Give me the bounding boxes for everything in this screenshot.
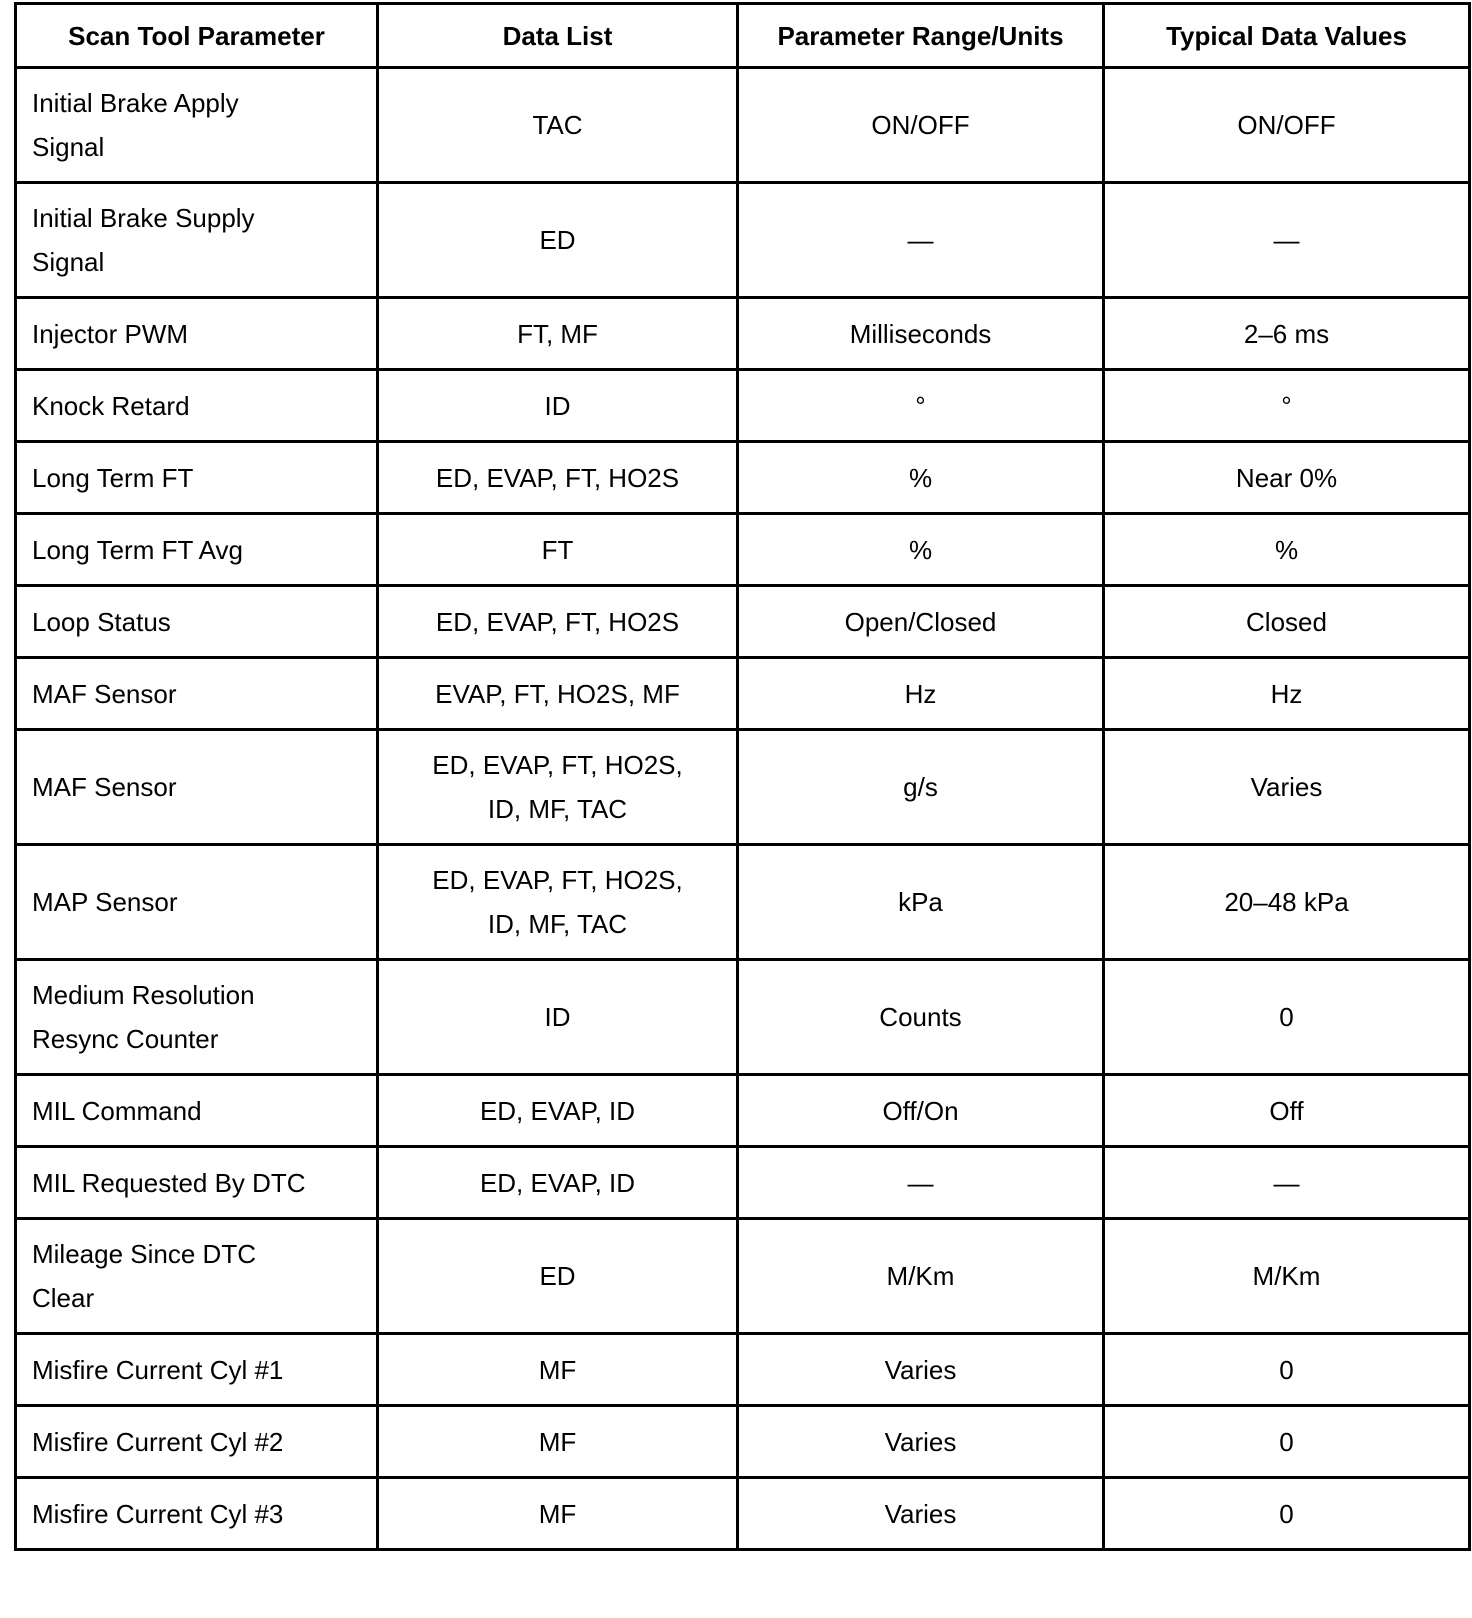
cell-parameter: Initial Brake Apply Signal — [16, 68, 378, 183]
cell-typical: 20–48 kPa — [1104, 845, 1470, 960]
cell-parameter: Medium Resolution Resync Counter — [16, 960, 378, 1075]
cell-typical: 0 — [1104, 1334, 1470, 1406]
cell-range: M/Km — [738, 1219, 1104, 1334]
cell-data-list: EVAP, FT, HO2S, MF — [378, 658, 738, 730]
table-row — [16, 514, 1470, 586]
cell-parameter: Misfire Current Cyl #3 — [16, 1478, 378, 1550]
cell-range: Hz — [738, 658, 1104, 730]
table-row — [16, 442, 1470, 514]
cell-data-list: ED, EVAP, FT, HO2S — [378, 442, 738, 514]
cell-range: Varies — [738, 1478, 1104, 1550]
cell-parameter: Knock Retard — [16, 370, 378, 442]
cell-parameter: Mileage Since DTC Clear — [16, 1219, 378, 1334]
cell-range: Open/Closed — [738, 586, 1104, 658]
cell-data-list: ED, EVAP, FT, HO2S, ID, MF, TAC — [378, 730, 738, 845]
table-row — [16, 1406, 1470, 1478]
cell-range: kPa — [738, 845, 1104, 960]
cell-typical: 0 — [1104, 960, 1470, 1075]
cell-parameter: Long Term FT Avg — [16, 514, 378, 586]
cell-range: g/s — [738, 730, 1104, 845]
cell-typical: 0 — [1104, 1406, 1470, 1478]
cell-data-list: MF — [378, 1334, 738, 1406]
cell-parameter: MAF Sensor — [16, 658, 378, 730]
cell-range: Varies — [738, 1334, 1104, 1406]
cell-data-list: ID — [378, 370, 738, 442]
cell-data-list: FT — [378, 514, 738, 586]
cell-parameter: MIL Requested By DTC — [16, 1147, 378, 1219]
cell-range: Counts — [738, 960, 1104, 1075]
header-data-list: Data List — [378, 4, 738, 68]
cell-typical: ON/OFF — [1104, 68, 1470, 183]
cell-data-list: MF — [378, 1478, 738, 1550]
table-row — [16, 1219, 1470, 1334]
cell-data-list: ED, EVAP, FT, HO2S — [378, 586, 738, 658]
table-row — [16, 845, 1470, 960]
cell-range: Milliseconds — [738, 298, 1104, 370]
cell-typical: M/Km — [1104, 1219, 1470, 1334]
header-parameter-range-units: Parameter Range/Units — [738, 4, 1104, 68]
cell-typical: Closed — [1104, 586, 1470, 658]
scan-tool-data-table — [14, 2, 1471, 1551]
table-row — [16, 960, 1470, 1075]
cell-data-list: TAC — [378, 68, 738, 183]
cell-typical: Hz — [1104, 658, 1470, 730]
table-row — [16, 298, 1470, 370]
cell-parameter: Initial Brake Supply Signal — [16, 183, 378, 298]
cell-parameter: MAP Sensor — [16, 845, 378, 960]
header-row — [16, 4, 1470, 68]
cell-typical: Near 0% — [1104, 442, 1470, 514]
cell-range: — — [738, 1147, 1104, 1219]
cell-data-list: ED — [378, 183, 738, 298]
cell-typical: % — [1104, 514, 1470, 586]
table-row — [16, 1075, 1470, 1147]
table-row — [16, 1478, 1470, 1550]
cell-parameter: Injector PWM — [16, 298, 378, 370]
table-row — [16, 1334, 1470, 1406]
cell-range: ° — [738, 370, 1104, 442]
cell-parameter: Long Term FT — [16, 442, 378, 514]
cell-parameter: MIL Command — [16, 1075, 378, 1147]
table-row — [16, 730, 1470, 845]
cell-parameter: Misfire Current Cyl #2 — [16, 1406, 378, 1478]
table-row — [16, 1147, 1470, 1219]
cell-data-list: MF — [378, 1406, 738, 1478]
cell-range: Off/On — [738, 1075, 1104, 1147]
cell-typical: — — [1104, 183, 1470, 298]
table-row — [16, 183, 1470, 298]
cell-range: % — [738, 442, 1104, 514]
cell-range: % — [738, 514, 1104, 586]
table-row — [16, 658, 1470, 730]
table-row — [16, 586, 1470, 658]
table-row — [16, 68, 1470, 183]
cell-range: Varies — [738, 1406, 1104, 1478]
cell-data-list: ED, EVAP, ID — [378, 1075, 738, 1147]
cell-typical: Off — [1104, 1075, 1470, 1147]
cell-data-list: ED — [378, 1219, 738, 1334]
cell-range: ON/OFF — [738, 68, 1104, 183]
cell-data-list: ED, EVAP, FT, HO2S, ID, MF, TAC — [378, 845, 738, 960]
header-typical-data-values: Typical Data Values — [1104, 4, 1470, 68]
cell-parameter: Loop Status — [16, 586, 378, 658]
cell-data-list: FT, MF — [378, 298, 738, 370]
table-row — [16, 370, 1470, 442]
cell-typical: Varies — [1104, 730, 1470, 845]
cell-parameter: MAF Sensor — [16, 730, 378, 845]
cell-data-list: ED, EVAP, ID — [378, 1147, 738, 1219]
cell-typical: 0 — [1104, 1478, 1470, 1550]
cell-data-list: ID — [378, 960, 738, 1075]
cell-typical: 2–6 ms — [1104, 298, 1470, 370]
cell-typical: ° — [1104, 370, 1470, 442]
header-scan-tool-parameter: Scan Tool Parameter — [16, 4, 378, 68]
cell-range: — — [738, 183, 1104, 298]
cell-parameter: Misfire Current Cyl #1 — [16, 1334, 378, 1406]
cell-typical: — — [1104, 1147, 1470, 1219]
